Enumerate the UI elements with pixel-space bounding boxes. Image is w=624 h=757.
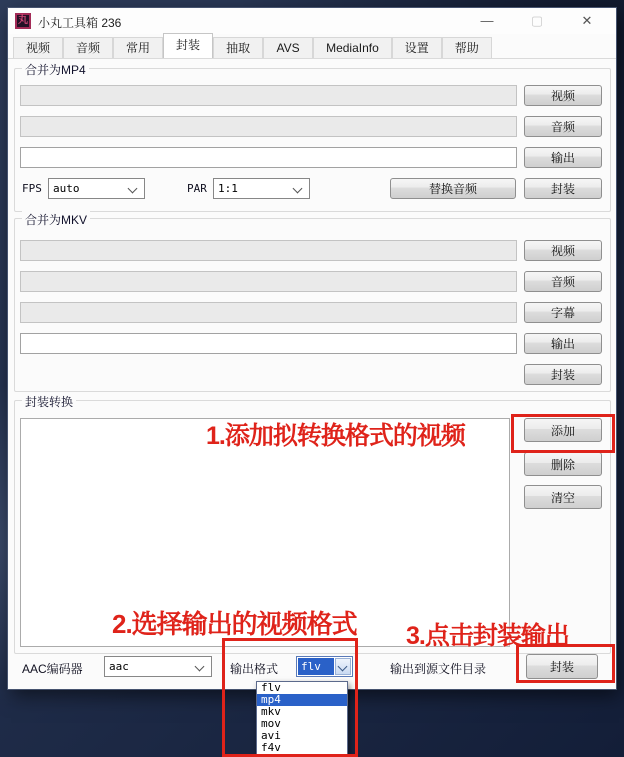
mkv-video-button[interactable]: 视频 bbox=[524, 240, 602, 261]
output-to-source-dir-label: 输出到源文件目录 bbox=[390, 662, 487, 676]
minimize-icon[interactable]: — bbox=[480, 13, 494, 28]
format-option-avi[interactable]: avi bbox=[261, 729, 281, 742]
mkv-group-title: 合并为MKV bbox=[22, 211, 90, 228]
tab-settings[interactable]: 设置 bbox=[392, 37, 442, 58]
replace-audio-button[interactable]: 替换音频 bbox=[390, 178, 516, 199]
aac-encoder-label: AAC编码器 bbox=[22, 662, 83, 676]
mkv-mux-button[interactable]: 封装 bbox=[524, 364, 602, 385]
tab-extract[interactable]: 抽取 bbox=[213, 37, 263, 58]
mp4-audio-path-input[interactable] bbox=[20, 116, 517, 137]
mp4-output-button[interactable]: 输出 bbox=[524, 147, 602, 168]
tab-bar bbox=[8, 34, 616, 58]
chevron-down-icon bbox=[195, 662, 205, 672]
convert-mux-button[interactable]: 封装 bbox=[526, 654, 598, 679]
tab-mux[interactable]: 封装 bbox=[163, 33, 213, 58]
annotation-box-output-format bbox=[222, 638, 358, 757]
tab-audio[interactable]: 音频 bbox=[63, 37, 113, 58]
tab-avs[interactable]: AVS bbox=[263, 37, 313, 58]
output-format-value: flv bbox=[298, 658, 334, 675]
mp4-video-button[interactable]: 视频 bbox=[524, 85, 602, 106]
annotation-box-add-button bbox=[511, 414, 615, 453]
aac-encoder-value: aac bbox=[109, 660, 129, 673]
app-icon-glyph: 丸 bbox=[18, 15, 28, 26]
mkv-audio-path-input[interactable] bbox=[20, 271, 517, 292]
chevron-down-icon bbox=[128, 184, 138, 194]
app-window bbox=[8, 8, 616, 754]
fps-select[interactable] bbox=[48, 178, 145, 199]
fps-value: auto bbox=[53, 182, 80, 195]
mkv-subtitle-button[interactable]: 字幕 bbox=[524, 302, 602, 323]
add-button[interactable]: 添加 bbox=[524, 418, 602, 442]
chevron-down-icon bbox=[293, 184, 303, 194]
window-controls bbox=[462, 8, 612, 34]
annotation-step2-text: 2.选择输出的视频格式 bbox=[112, 609, 357, 639]
annotation-step1-text: 1.添加拟转换格式的视频 bbox=[206, 422, 465, 450]
aac-encoder-select[interactable] bbox=[104, 656, 212, 677]
convert-group-title: 封装转换 bbox=[22, 393, 76, 410]
tab-help[interactable]: 帮助 bbox=[442, 37, 492, 58]
clear-button[interactable]: 清空 bbox=[524, 485, 602, 509]
mp4-audio-button[interactable]: 音频 bbox=[524, 116, 602, 137]
format-option-mp4[interactable]: mp4 bbox=[257, 694, 347, 706]
mkv-video-path-input[interactable] bbox=[20, 240, 517, 261]
delete-button[interactable]: 删除 bbox=[524, 452, 602, 476]
output-format-label: 输出格式 bbox=[230, 662, 279, 676]
tab-common[interactable]: 常用 bbox=[113, 37, 163, 58]
format-option-mkv[interactable]: mkv bbox=[261, 705, 281, 718]
annotation-box-mux-button bbox=[516, 644, 615, 683]
mp4-output-path-input[interactable] bbox=[20, 147, 517, 168]
mkv-output-path-input[interactable] bbox=[20, 333, 517, 354]
format-option-mov[interactable]: mov bbox=[261, 717, 281, 730]
mp4-video-path-input[interactable] bbox=[20, 85, 517, 106]
par-label: PAR bbox=[187, 182, 207, 195]
maximize-icon[interactable]: ▢ bbox=[530, 13, 544, 28]
format-option-f4v[interactable]: f4v bbox=[261, 741, 281, 754]
annotation-step3-text: 3.点击封装输出 bbox=[406, 622, 569, 650]
mp4-mux-button[interactable]: 封装 bbox=[524, 178, 602, 199]
close-icon[interactable]: ✕ bbox=[581, 13, 593, 28]
format-option-flv[interactable]: flv bbox=[261, 681, 281, 694]
window-title: 小丸工具箱 236 bbox=[38, 16, 122, 30]
par-select[interactable] bbox=[213, 178, 310, 199]
app-icon bbox=[15, 13, 31, 29]
mkv-subtitle-path-input[interactable] bbox=[20, 302, 517, 323]
par-value: 1:1 bbox=[218, 182, 238, 195]
mkv-audio-button[interactable]: 音频 bbox=[524, 271, 602, 292]
mp4-group-title: 合并为MP4 bbox=[22, 61, 89, 78]
title-bar[interactable] bbox=[8, 8, 616, 34]
tab-mediainfo[interactable]: MediaInfo bbox=[313, 37, 392, 58]
tab-video[interactable]: 视频 bbox=[13, 37, 63, 58]
mkv-output-button[interactable]: 输出 bbox=[524, 333, 602, 354]
fps-label: FPS bbox=[22, 182, 42, 195]
